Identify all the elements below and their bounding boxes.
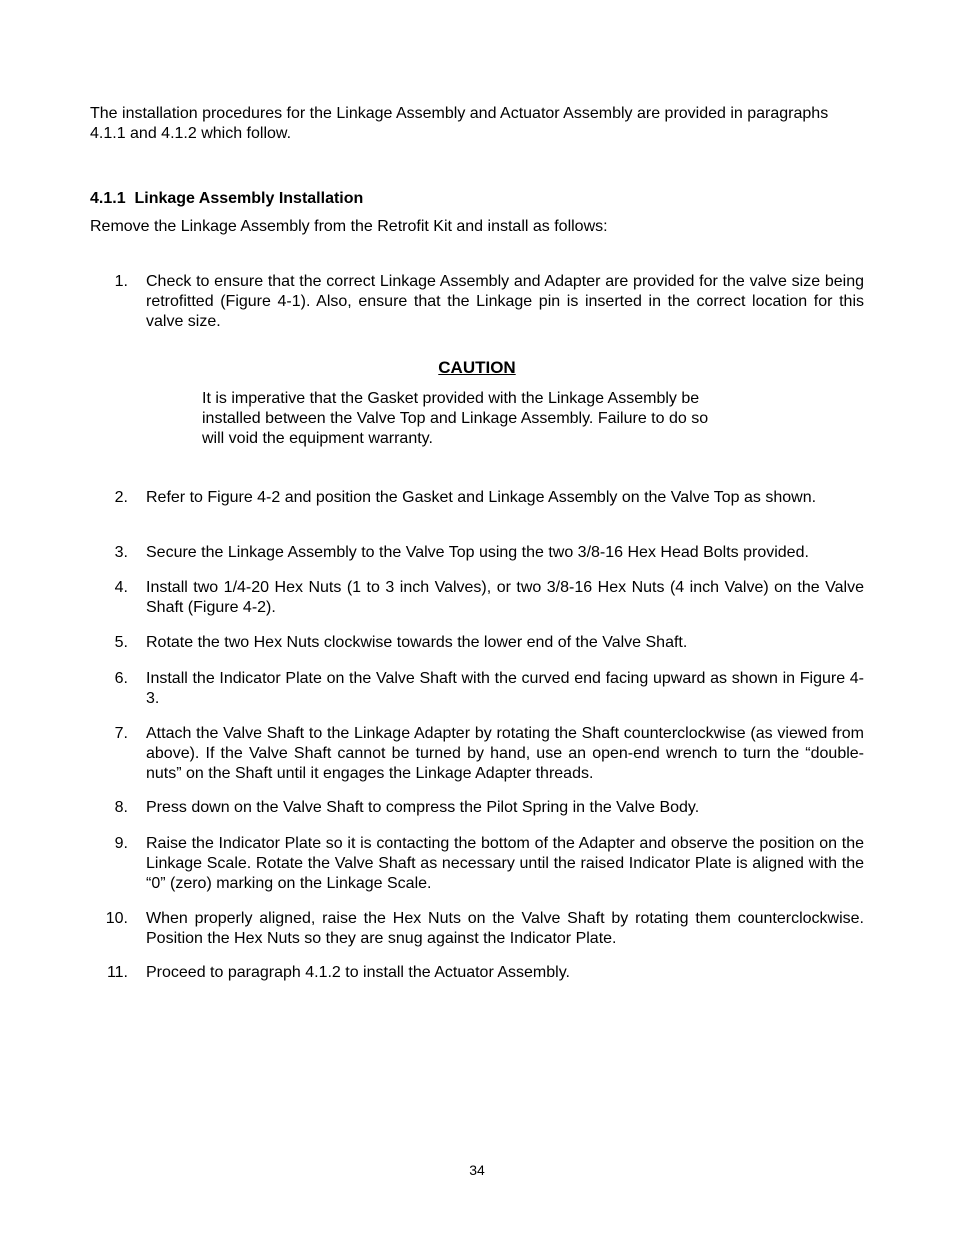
caution-title: CAUTION [438, 358, 516, 377]
step-number: 6. [114, 670, 128, 687]
step-number: 4. [114, 579, 128, 596]
step-number: 9. [114, 835, 128, 852]
step-text: Proceed to paragraph 4.1.2 to install the Actuator Assembly. [146, 964, 570, 981]
section-title: Linkage Assembly Installation [134, 190, 364, 207]
step-text: Raise the Indicator Plate so it is contacting the bottom of the Adapter and observe the position on the Linkage Scale. Rotate the Valve Shaft as necessary until the raised Indicator Plate is aligned with the “0” (zero) marking on the Linkage Scale. [146, 835, 864, 892]
step-text: Secure the Linkage Assembly to the Valve Top using the two 3/8-16 Hex Head Bolts provided. [146, 544, 809, 561]
caution-body [202, 389, 762, 449]
step-number: 7. [114, 725, 128, 742]
step-number: 5. [114, 634, 128, 651]
step-text: Check to ensure that the correct Linkage Assembly and Adapter are provided for the valve size being retrofitted (Figure 4-1). Also, ensure that the Linkage pin is inserted in the correct location for this valve size. [146, 273, 864, 330]
step-number: 8. [114, 799, 128, 816]
step-text: Press down on the Valve Shaft to compress the Pilot Spring in the Valve Body. [146, 799, 700, 816]
step-number: 3. [114, 544, 128, 561]
section-lead: Remove the Linkage Assembly from the Retrofit Kit and install as follows: [90, 218, 608, 235]
step-number: 2. [114, 489, 128, 506]
step-number: 1. [114, 273, 128, 290]
caution-line: installed between the Valve Top and Linkage Assembly. Failure to do so [202, 410, 709, 427]
page-number: 34 [469, 1162, 485, 1178]
step-text: When properly aligned, raise the Hex Nuts on the Valve Shaft by rotating them counterclockwise. Position the Hex Nuts so they are snug against the Indicator Plate. [146, 910, 864, 947]
step-text: Attach the Valve Shaft to the Linkage Adapter by rotating the Shaft counterclockwise (as viewed from above). If the Valve Shaft cannot be turned by hand, use an open-end wrench to turn the “double-nuts” on the Shaft until it engages the Linkage Adapter threads. [146, 725, 864, 782]
step-number: 10. [105, 910, 128, 927]
step-text: Install the Indicator Plate on the Valve Shaft with the curved end facing upward as shown in Figure 4-3. [146, 670, 864, 707]
step-text: Refer to Figure 4-2 and position the Gasket and Linkage Assembly on the Valve Top as shown. [146, 489, 817, 506]
section-number: 4.1.1 [90, 190, 126, 207]
step-text: Install two 1/4-20 Hex Nuts (1 to 3 inch Valves), or two 3/8-16 Hex Nuts (4 inch Valve) on the Valve Shaft (Figure 4-2). [146, 579, 864, 616]
step-number: 11. [106, 964, 128, 981]
caution-line: It is imperative that the Gasket provided with the Linkage Assembly be [202, 390, 700, 407]
caution-line: will void the equipment warranty. [202, 430, 433, 447]
intro-paragraph: The installation procedures for the Linkage Assembly and Actuator Assembly are provided in paragraphs 4.1.1 and 4.1.2 which follow. [90, 105, 829, 142]
step-text: Rotate the two Hex Nuts clockwise towards the lower end of the Valve Shaft. [146, 634, 688, 651]
